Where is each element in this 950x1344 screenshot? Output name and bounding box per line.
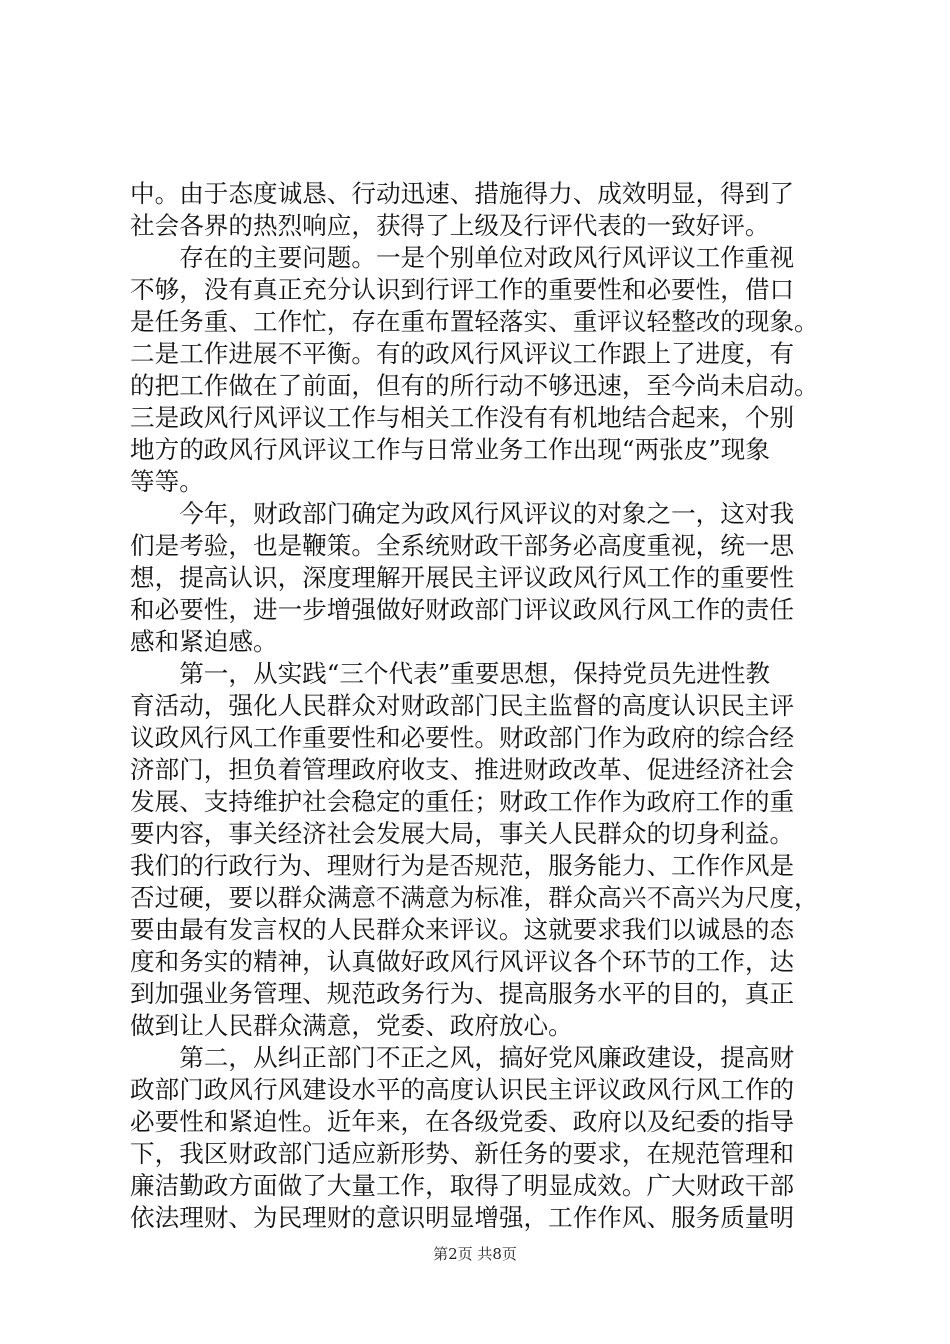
page-number-footer: 第2页 共8页: [433, 1245, 517, 1263]
text-line: 育活动，强化人民群众对财政部门民主监督的高度认识民主评: [130, 691, 795, 720]
text-line: 廉洁勤政方面做了大量工作，取得了明显成效。广大财政干部: [130, 1171, 795, 1200]
text-line: 们是考验，也是鞭策。全系统财政干部务必高度重视，统一思: [130, 531, 795, 560]
text-line: 二是工作进展不平衡。有的政风行风评议工作跟上了进度，有: [130, 339, 795, 368]
text-line: 度和务实的精神，认真做好政风行风评议各个环节的工作，达: [130, 947, 795, 976]
text-line: 不够，没有真正充分认识到行评工作的重要性和必要性，借口: [130, 275, 795, 304]
text-line: 地方的政风行风评议工作与日常业务工作出现“两张皮”现象: [130, 435, 770, 464]
text-line: 发展、支持维护社会稳定的重任；财政工作作为政府工作的重: [130, 787, 795, 816]
text-line: 依法理财、为民理财的意识明显增强，工作作风、服务质量明: [130, 1203, 795, 1232]
text-line: 到加强业务管理、规范政务行为、提高服务水平的目的，真正: [130, 979, 795, 1008]
text-line: 必要性和紧迫性。近年来，在各级党委、政府以及纪委的指导: [130, 1107, 795, 1136]
text-line: 要由最有发言权的人民群众来评议。这就要求我们以诚恳的态: [130, 915, 795, 944]
text-line: 济部门，担负着管理政府收支、推进财政改革、促进经济社会: [130, 755, 795, 784]
text-line: 做到让人民群众满意，党委、政府放心。: [130, 1011, 573, 1040]
text-line: 今年，财政部门确定为政风行风评议的对象之一，这对我: [130, 499, 795, 528]
text-line: 要内容，事关经济社会发展大局，事关人民群众的切身利益。: [130, 819, 795, 848]
text-line: 三是政风行风评议工作与相关工作没有有机地结合起来，个别: [130, 403, 795, 432]
text-line: 否过硬，要以群众满意不满意为标准，群众高兴不高兴为尺度，: [130, 883, 819, 912]
text-line: 议政风行风工作重要性和必要性。财政部门作为政府的综合经: [130, 723, 795, 752]
text-line: 第二，从纠正部门不正之风，搞好党风廉政建设，提高财: [130, 1043, 795, 1072]
text-line: 我们的行政行为、理财行为是否规范，服务能力、工作作风是: [130, 851, 795, 880]
text-line: 的把工作做在了前面，但有的所行动不够迅速，至今尚未启动。: [130, 371, 819, 400]
text-line: 等等。: [130, 467, 204, 496]
document-body: [130, 178, 830, 1234]
text-line: 中。由于态度诚恳、行动迅速、措施得力、成效明显，得到了: [130, 179, 795, 208]
text-line: 存在的主要问题。一是个别单位对政风行风评议工作重视: [130, 243, 795, 272]
text-line: 感和紧迫感。: [130, 627, 278, 656]
text-line: 和必要性，进一步增强做好财政部门评议政风行风工作的责任: [130, 595, 795, 624]
text-line: 第一，从实践“三个代表”重要思想，保持党员先进性教: [130, 659, 770, 688]
text-line: 想，提高认识，深度理解开展民主评议政风行风工作的重要性: [130, 563, 795, 592]
text-line: 社会各界的热烈响应，获得了上级及行评代表的一致好评。: [130, 211, 770, 240]
text-line: 政部门政风行风建设水平的高度认识民主评议政风行风工作的: [130, 1075, 795, 1104]
text-line: 是任务重、工作忙，存在重布置轻落实、重评议轻整改的现象。: [130, 307, 819, 336]
text-line: 下，我区财政部门适应新形势、新任务的要求，在规范管理和: [130, 1139, 795, 1168]
